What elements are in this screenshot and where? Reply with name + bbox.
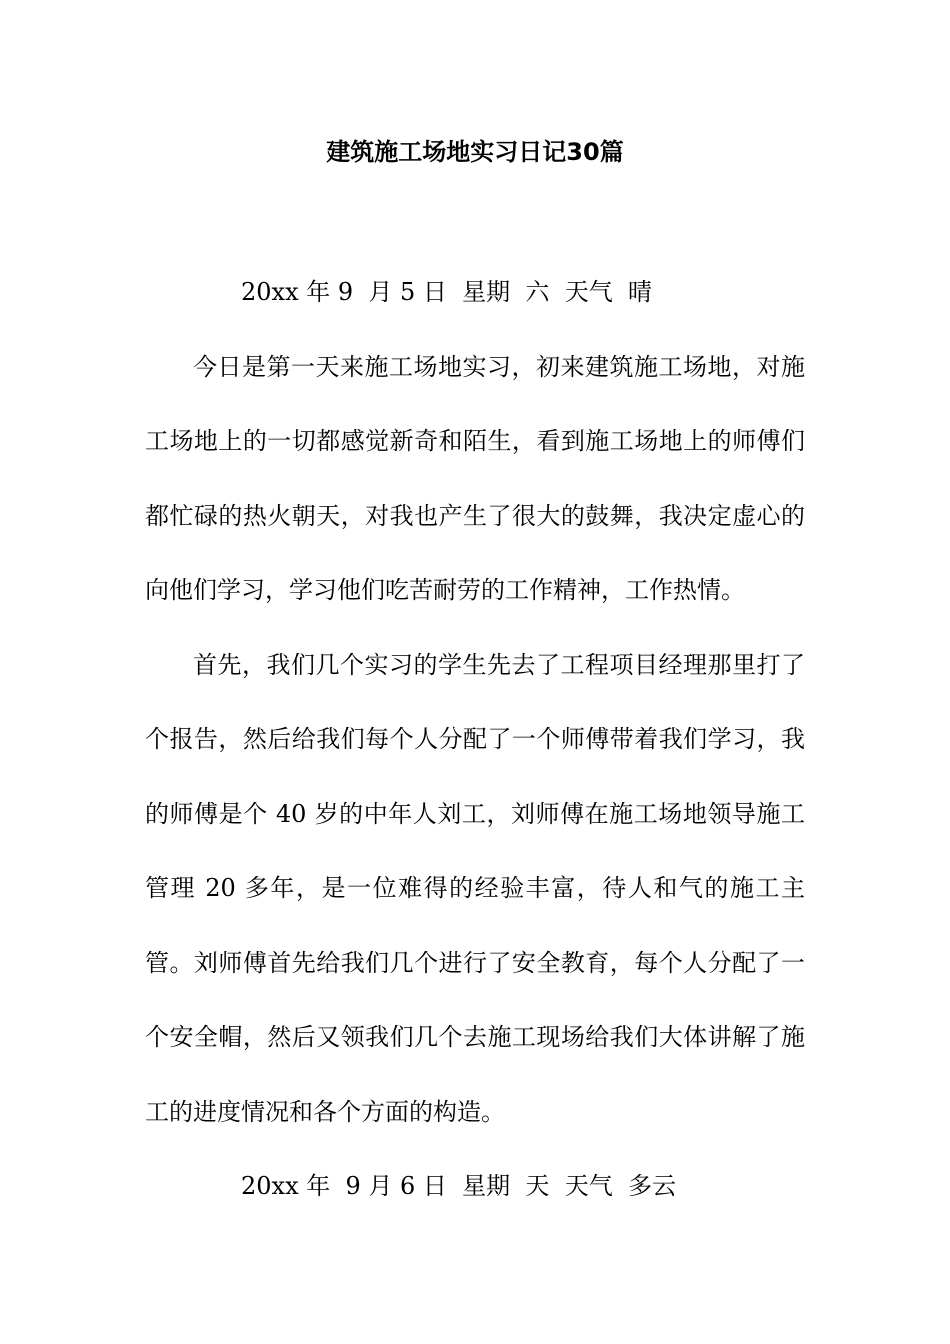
entry-date-line: 20xx 年 9 月 5 日 星期 六 天气 晴 [241,278,652,306]
entry-date-line: 20xx 年 9 月 6 日 星期 天 天气 多云 [241,1172,676,1200]
document-title: 建筑施工场地实习日记30篇 [326,138,624,166]
document-body [145,255,805,1224]
entry-paragraph: 今日是第一天来施工场地实习，初来建筑施工场地，对施工场地上的一切都感觉新奇和陌生，看到施工场地上的师傅们都忙碌的热火朝天，对我也产生了很大的鼓舞，我决定虚心的向他们学习，学习他们吃苦耐劳的工作精神，工作热情。 [145,352,805,604]
entry-paragraph: 首先，我们几个实习的学生先去了工程项目经理那里打了个报告，然后给我们每个人分配了一个师傅带着我们学习，我的师傅是个 40 岁的中年人刘工，刘师傅在施工场地领导施工管理 20 多年，是一位难得的经验丰富，待人和气的施工主管。刘师傅首先给我们几个进行了安全教育，每个人分配了一个安全帽，然后又领我们几个去施工现场给我们大体讲解了施工的进度情况和各个方面的构造。 [145,650,805,1126]
